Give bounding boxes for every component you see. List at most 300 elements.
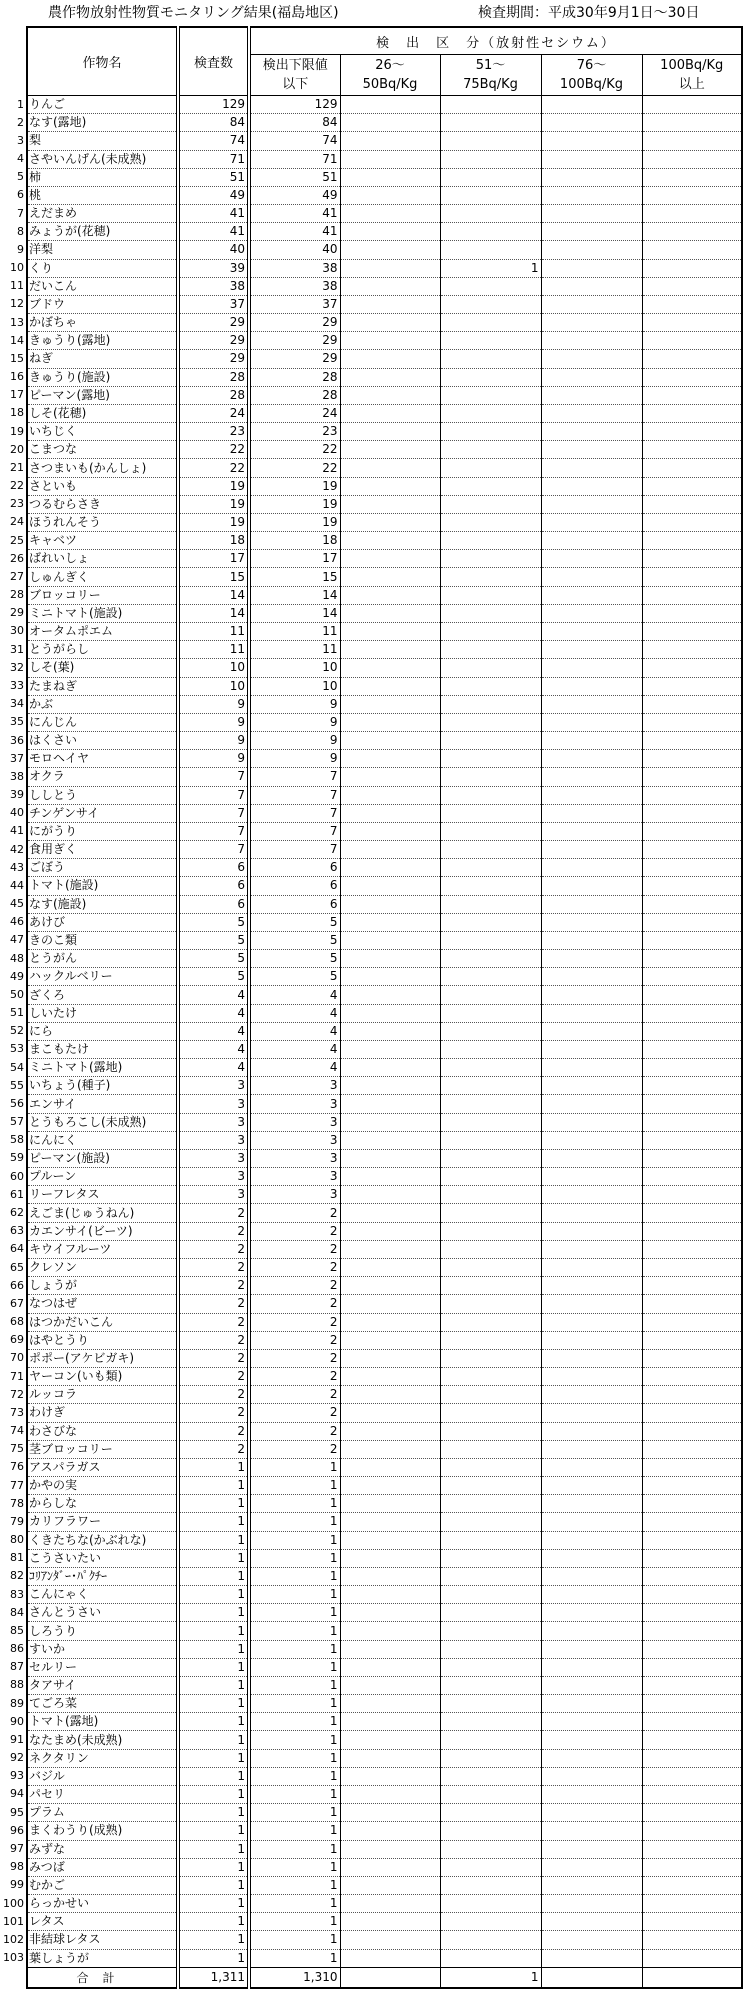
- crop-name-cell: なす(露地): [27, 114, 178, 132]
- table-row: [27, 1586, 742, 1604]
- crop-name-header: 作物名: [27, 27, 178, 96]
- row-number: 65: [10, 1260, 24, 1274]
- inspection-count-cell: 5: [178, 950, 249, 968]
- table-row: [27, 659, 742, 677]
- inspection-count-cell: 84: [178, 114, 249, 132]
- row-number: 84: [10, 1605, 24, 1619]
- range-51-75-cell: [440, 441, 541, 459]
- crop-name-cell: プルーン: [27, 1168, 178, 1186]
- range-51-75-cell: [440, 1913, 541, 1931]
- range-26-50-cell: [340, 1204, 440, 1222]
- range-76-100-cell: [541, 586, 642, 604]
- inspection-count-cell: 1: [178, 1458, 249, 1476]
- below-limit-cell: 9: [249, 750, 340, 768]
- range-26-50-cell: [340, 1658, 440, 1676]
- crop-name-cell: だいこん: [27, 277, 178, 295]
- range-over-100-cell: [642, 659, 742, 677]
- row-number: 95: [10, 1805, 24, 1819]
- row-number: 9: [17, 242, 24, 256]
- inspection-count-cell: 3: [178, 1149, 249, 1167]
- range-over-100-cell: [642, 1640, 742, 1658]
- below-limit-cell: 9: [249, 695, 340, 713]
- range-26-50-cell: [340, 314, 440, 332]
- table-row: [27, 495, 742, 513]
- inspection-count-cell: 4: [178, 1059, 249, 1077]
- below-limit-cell: 3: [249, 1168, 340, 1186]
- range-26-50-cell: [340, 695, 440, 713]
- below-limit-cell: 2: [249, 1222, 340, 1240]
- below-limit-cell: 2: [249, 1422, 340, 1440]
- range-76-100-cell: [541, 1168, 642, 1186]
- inspection-count-cell: 28: [178, 368, 249, 386]
- below-limit-cell: 7: [249, 768, 340, 786]
- table-row: [27, 295, 742, 313]
- below-limit-cell: 2: [249, 1277, 340, 1295]
- row-number: 39: [10, 788, 24, 802]
- range-26-50-cell: [340, 205, 440, 223]
- range-51-75-cell: [440, 532, 541, 550]
- range-over-100-cell: [642, 1022, 742, 1040]
- range-26-50-cell: [340, 750, 440, 768]
- row-number: 79: [10, 1514, 24, 1528]
- range-51-75-cell: [440, 568, 541, 586]
- range-over-100-cell: [642, 1676, 742, 1694]
- range-76-100-cell: [541, 1695, 642, 1713]
- row-number: 10: [10, 261, 24, 275]
- range-26-50-cell: [340, 1731, 440, 1749]
- row-number: 35: [10, 715, 24, 729]
- range-over-100-cell: [642, 1168, 742, 1186]
- range-51-75-cell: [440, 404, 541, 422]
- inspection-count-cell: 6: [178, 895, 249, 913]
- range-51-75-cell: [440, 1422, 541, 1440]
- range-26-50-cell: [340, 1095, 440, 1113]
- below-limit-cell: 71: [249, 150, 340, 168]
- inspection-count-cell: 5: [178, 931, 249, 949]
- total-below-limit: 1,310: [249, 1967, 340, 1988]
- range-over-100-cell: [642, 604, 742, 622]
- table-row: [27, 1931, 742, 1949]
- inspection-count-cell: 38: [178, 277, 249, 295]
- range-76-100-cell: [541, 150, 642, 168]
- range-over-100-cell: [642, 586, 742, 604]
- table-row: [27, 513, 742, 531]
- table-row: [27, 622, 742, 640]
- inspection-count-cell: 2: [178, 1204, 249, 1222]
- range-51-75-cell: [440, 586, 541, 604]
- range-51-75-cell: [440, 1095, 541, 1113]
- range-over-100-cell: [642, 786, 742, 804]
- row-number: 94: [10, 1787, 24, 1801]
- inspection-count-cell: 19: [178, 495, 249, 513]
- range-over-100-cell: [642, 1622, 742, 1640]
- range-76-100-cell: [541, 1440, 642, 1458]
- range-76-100-cell: [541, 1240, 642, 1258]
- range-76-100-cell: [541, 1785, 642, 1803]
- below-limit-cell: 2: [249, 1386, 340, 1404]
- range-51-75-cell: [440, 1149, 541, 1167]
- range-76-100-cell: [541, 931, 642, 949]
- row-number: 91: [10, 1732, 24, 1746]
- range-51-75-cell: [440, 1731, 541, 1749]
- range-over-100-cell: [642, 477, 742, 495]
- range-over-100-cell: [642, 822, 742, 840]
- row-number: 50: [10, 987, 24, 1001]
- range-26-50-cell: [340, 877, 440, 895]
- below-limit-cell: 3: [249, 1113, 340, 1131]
- range-51-75-cell: [440, 641, 541, 659]
- range-26-50-cell: [340, 1349, 440, 1367]
- range-51-75-cell: [440, 968, 541, 986]
- range-26-50-cell: [340, 1313, 440, 1331]
- below-limit-cell: 6: [249, 877, 340, 895]
- crop-name-cell: しいたけ: [27, 1004, 178, 1022]
- below-limit-cell: 10: [249, 659, 340, 677]
- range-over-100-cell: [642, 532, 742, 550]
- crop-name-cell: らっかせい: [27, 1895, 178, 1913]
- range-26-50-cell: [340, 804, 440, 822]
- total-label: 合計: [27, 1967, 178, 1988]
- range-26-50-cell: [340, 1458, 440, 1476]
- range-76-100-cell: [541, 1913, 642, 1931]
- range-76-100-cell: [541, 622, 642, 640]
- inspection-count-cell: 1: [178, 1931, 249, 1949]
- range-26-50-cell: [340, 223, 440, 241]
- range-26-50-cell: [340, 895, 440, 913]
- range-over-100-cell: [642, 1949, 742, 1967]
- table-row: [27, 368, 742, 386]
- range-26-50-cell: [340, 132, 440, 150]
- range-26-50-cell: [340, 1604, 440, 1622]
- crop-name-cell: きのこ類: [27, 931, 178, 949]
- inspection-count-cell: 2: [178, 1295, 249, 1313]
- range-over-100-cell: [642, 750, 742, 768]
- range-26-50-cell: [340, 659, 440, 677]
- row-number: 82: [10, 1569, 24, 1583]
- below-limit-cell: 5: [249, 968, 340, 986]
- below-limit-cell: 2: [249, 1295, 340, 1313]
- inspection-count-cell: 7: [178, 841, 249, 859]
- row-number: 73: [10, 1405, 24, 1419]
- row-number: 47: [10, 933, 24, 947]
- range-over-100-cell: [642, 713, 742, 731]
- row-number: 103: [3, 1951, 24, 1965]
- table-row: [27, 96, 742, 114]
- range-26-50-cell: [340, 768, 440, 786]
- range-76-100-cell: [541, 205, 642, 223]
- range-over-100-cell: [642, 768, 742, 786]
- range-26-50-cell: [340, 1858, 440, 1876]
- detection-category-header: 検 出 区 分（放射性セシウム）: [249, 27, 742, 55]
- range-51-75-cell: [440, 1640, 541, 1658]
- crop-name-cell: アスパラガス: [27, 1458, 178, 1476]
- range-51-75-cell: [440, 786, 541, 804]
- range-over-100-header-line1: 100Bq/Kg: [660, 58, 724, 73]
- range-51-75-cell: [440, 604, 541, 622]
- inspection-count-cell: 23: [178, 423, 249, 441]
- row-number: 34: [10, 697, 24, 711]
- inspection-count-cell: 40: [178, 241, 249, 259]
- range-51-75-cell: [440, 1695, 541, 1713]
- inspection-count-cell: 2: [178, 1259, 249, 1277]
- range-over-100-cell: [642, 877, 742, 895]
- range-over-100-cell: [642, 96, 742, 114]
- table-row: [27, 1313, 742, 1331]
- range-over-100-cell: [642, 1277, 742, 1295]
- table-row: [27, 1331, 742, 1349]
- range-26-50-cell: [340, 1059, 440, 1077]
- range-26-50-cell: [340, 1767, 440, 1785]
- range-51-75-cell: [440, 277, 541, 295]
- range-26-50-cell: [340, 1913, 440, 1931]
- inspection-count-cell: 2: [178, 1404, 249, 1422]
- row-number: 38: [10, 769, 24, 783]
- range-over-100-cell: [642, 1477, 742, 1495]
- range-51-75-header: [440, 55, 541, 96]
- range-51-75-cell: [440, 1658, 541, 1676]
- range-51-75-cell: [440, 1767, 541, 1785]
- range-76-100-cell: [541, 804, 642, 822]
- crop-name-cell: てごろ菜: [27, 1695, 178, 1713]
- row-number: 46: [10, 915, 24, 929]
- range-51-75-cell: [440, 423, 541, 441]
- table-row: [27, 1131, 742, 1149]
- crop-name-cell: 茎ブロッコリー: [27, 1440, 178, 1458]
- row-number: 14: [10, 333, 24, 347]
- monitoring-results-table: [26, 26, 743, 1989]
- inspection-count-cell: 1: [178, 1840, 249, 1858]
- below-limit-cell: 6: [249, 895, 340, 913]
- table-row: [27, 950, 742, 968]
- range-26-50-cell: [340, 1368, 440, 1386]
- range-over-100-cell: [642, 859, 742, 877]
- table-row: [27, 1731, 742, 1749]
- below-limit-cell: 6: [249, 859, 340, 877]
- range-over-100-cell: [642, 332, 742, 350]
- table-row: [27, 1040, 742, 1058]
- range-over-100-cell: [642, 495, 742, 513]
- table-row: [27, 1767, 742, 1785]
- inspection-count-cell: 11: [178, 641, 249, 659]
- crop-name-cell: タアサイ: [27, 1676, 178, 1694]
- inspection-count-cell: 1: [178, 1913, 249, 1931]
- row-number: 76: [10, 1460, 24, 1474]
- range-26-50-cell: [340, 677, 440, 695]
- table-row: [27, 1785, 742, 1803]
- inspection-count-cell: 29: [178, 350, 249, 368]
- crop-name-cell: えごま(じゅうねん): [27, 1204, 178, 1222]
- table-row: [27, 1604, 742, 1622]
- table-row: [27, 1240, 742, 1258]
- row-number: 74: [10, 1424, 24, 1438]
- table-row: [27, 350, 742, 368]
- below-limit-cell: 1: [249, 1640, 340, 1658]
- below-limit-cell: 1: [249, 1785, 340, 1803]
- crop-name-cell: ねぎ: [27, 350, 178, 368]
- row-number: 45: [10, 897, 24, 911]
- inspection-count-cell: 4: [178, 1040, 249, 1058]
- inspection-count-cell: 1: [178, 1549, 249, 1567]
- total-76-100: [541, 1967, 642, 1988]
- row-number: 19: [10, 424, 24, 438]
- range-76-100-cell: [541, 568, 642, 586]
- total-row: [27, 1967, 742, 1988]
- table-row: [27, 677, 742, 695]
- table-row: [27, 1004, 742, 1022]
- range-76-100-header-line1: 76～: [576, 58, 607, 73]
- range-26-50-cell: [340, 513, 440, 531]
- below-limit-cell: 37: [249, 295, 340, 313]
- row-number: 6: [17, 188, 24, 202]
- table-row: [27, 1277, 742, 1295]
- table-row: [27, 1440, 742, 1458]
- range-76-100-cell: [541, 677, 642, 695]
- range-26-50-header-line2: 50Bq/Kg: [362, 77, 418, 92]
- crop-name-cell: かぼちゃ: [27, 314, 178, 332]
- crop-name-cell: ポポー(アケビガキ): [27, 1349, 178, 1367]
- range-26-50-cell: [340, 532, 440, 550]
- below-limit-cell: 7: [249, 804, 340, 822]
- inspection-count-cell: 15: [178, 568, 249, 586]
- range-26-50-cell: [340, 1259, 440, 1277]
- range-26-50-cell: [340, 841, 440, 859]
- row-number: 26: [10, 551, 24, 565]
- range-51-75-cell: [440, 1513, 541, 1531]
- range-26-50-cell: [340, 459, 440, 477]
- range-51-75-cell: [440, 1495, 541, 1513]
- range-76-100-cell: [541, 786, 642, 804]
- range-51-75-cell: [440, 1331, 541, 1349]
- range-76-100-cell: [541, 841, 642, 859]
- inspection-count-cell: 71: [178, 150, 249, 168]
- total-over-100: [642, 1967, 742, 1988]
- range-26-50-cell: [340, 1895, 440, 1913]
- crop-name-cell: ミニトマト(露地): [27, 1059, 178, 1077]
- range-over-100-cell: [642, 386, 742, 404]
- row-number: 67: [10, 1296, 24, 1310]
- range-76-100-cell: [541, 477, 642, 495]
- below-limit-cell: 1: [249, 1895, 340, 1913]
- inspection-count-cell: 1: [178, 1622, 249, 1640]
- inspection-count-cell: 1: [178, 1676, 249, 1694]
- below-limit-cell: 15: [249, 568, 340, 586]
- range-26-50-cell: [340, 1422, 440, 1440]
- range-76-100-cell: [541, 659, 642, 677]
- range-over-100-cell: [642, 1422, 742, 1440]
- inspection-count-cell: 1: [178, 1949, 249, 1967]
- crop-name-cell: ネクタリン: [27, 1749, 178, 1767]
- range-76-100-cell: [541, 1077, 642, 1095]
- range-76-100-cell: [541, 986, 642, 1004]
- table-row: [27, 532, 742, 550]
- inspection-count-cell: 2: [178, 1386, 249, 1404]
- range-76-100-cell: [541, 1640, 642, 1658]
- row-number: 7: [17, 206, 24, 220]
- range-51-75-cell: [440, 1404, 541, 1422]
- below-limit-cell: 1: [249, 1477, 340, 1495]
- range-26-50-cell: [340, 1295, 440, 1313]
- range-76-100-cell: [541, 1749, 642, 1767]
- below-limit-cell: 129: [249, 96, 340, 114]
- total-51-75: 1: [440, 1967, 541, 1988]
- range-76-100-cell: [541, 1949, 642, 1967]
- below-limit-cell: 1: [249, 1513, 340, 1531]
- below-limit-cell: 2: [249, 1259, 340, 1277]
- range-26-50-cell: [340, 1513, 440, 1531]
- range-over-100-cell: [642, 1749, 742, 1767]
- range-51-75-cell: [440, 1004, 541, 1022]
- row-number: 88: [10, 1678, 24, 1692]
- table-row: [27, 477, 742, 495]
- inspection-count-cell: 1: [178, 1822, 249, 1840]
- range-over-100-cell: [642, 1713, 742, 1731]
- below-limit-cell: 1: [249, 1749, 340, 1767]
- crop-name-cell: いちょう(種子): [27, 1077, 178, 1095]
- below-limit-cell: 1: [249, 1913, 340, 1931]
- row-number: 77: [10, 1478, 24, 1492]
- inspection-count-cell: 74: [178, 132, 249, 150]
- range-51-75-cell: [440, 950, 541, 968]
- crop-name-cell: ざくろ: [27, 986, 178, 1004]
- row-number: 18: [10, 406, 24, 420]
- below-limit-cell: 19: [249, 513, 340, 531]
- below-limit-cell: 22: [249, 459, 340, 477]
- range-over-100-cell: [642, 1349, 742, 1367]
- crop-name-cell: あけび: [27, 913, 178, 931]
- row-number: 29: [10, 606, 24, 620]
- range-51-75-cell: [440, 1804, 541, 1822]
- table-row: [27, 1368, 742, 1386]
- range-26-50-cell: [340, 1840, 440, 1858]
- range-26-50-cell: [340, 986, 440, 1004]
- range-51-75-cell: [440, 1040, 541, 1058]
- inspection-count-cell: 2: [178, 1331, 249, 1349]
- range-26-50-cell: [340, 568, 440, 586]
- crop-name-cell: とうがん: [27, 950, 178, 968]
- row-number: 90: [10, 1714, 24, 1728]
- below-limit-cell: 11: [249, 641, 340, 659]
- row-number: 57: [10, 1115, 24, 1129]
- range-over-100-header: [642, 55, 742, 96]
- range-over-100-cell: [642, 132, 742, 150]
- row-number: 85: [10, 1623, 24, 1637]
- crop-name-cell: モロヘイヤ: [27, 750, 178, 768]
- inspection-count-cell: 2: [178, 1422, 249, 1440]
- range-over-100-cell: [642, 1804, 742, 1822]
- range-51-75-cell: [440, 713, 541, 731]
- range-over-100-cell: [642, 168, 742, 186]
- range-51-75-cell: [440, 1840, 541, 1858]
- row-number: 86: [10, 1642, 24, 1656]
- range-over-100-cell: [642, 1113, 742, 1131]
- range-76-100-cell: [541, 132, 642, 150]
- table-row: [27, 986, 742, 1004]
- range-51-75-cell: [440, 1931, 541, 1949]
- range-26-50-cell: [340, 1404, 440, 1422]
- below-limit-cell: 4: [249, 1040, 340, 1058]
- table-row: [27, 804, 742, 822]
- row-number: 98: [10, 1860, 24, 1874]
- below-limit-cell: 1: [249, 1731, 340, 1749]
- range-51-75-cell: [440, 1822, 541, 1840]
- inspection-count-cell: 51: [178, 168, 249, 186]
- range-51-75-cell: [440, 368, 541, 386]
- row-number: 81: [10, 1551, 24, 1565]
- range-51-75-cell: [440, 350, 541, 368]
- range-51-75-cell: [440, 1277, 541, 1295]
- range-51-75-header-line2: 75Bq/Kg: [463, 77, 518, 92]
- below-limit-cell: 38: [249, 259, 340, 277]
